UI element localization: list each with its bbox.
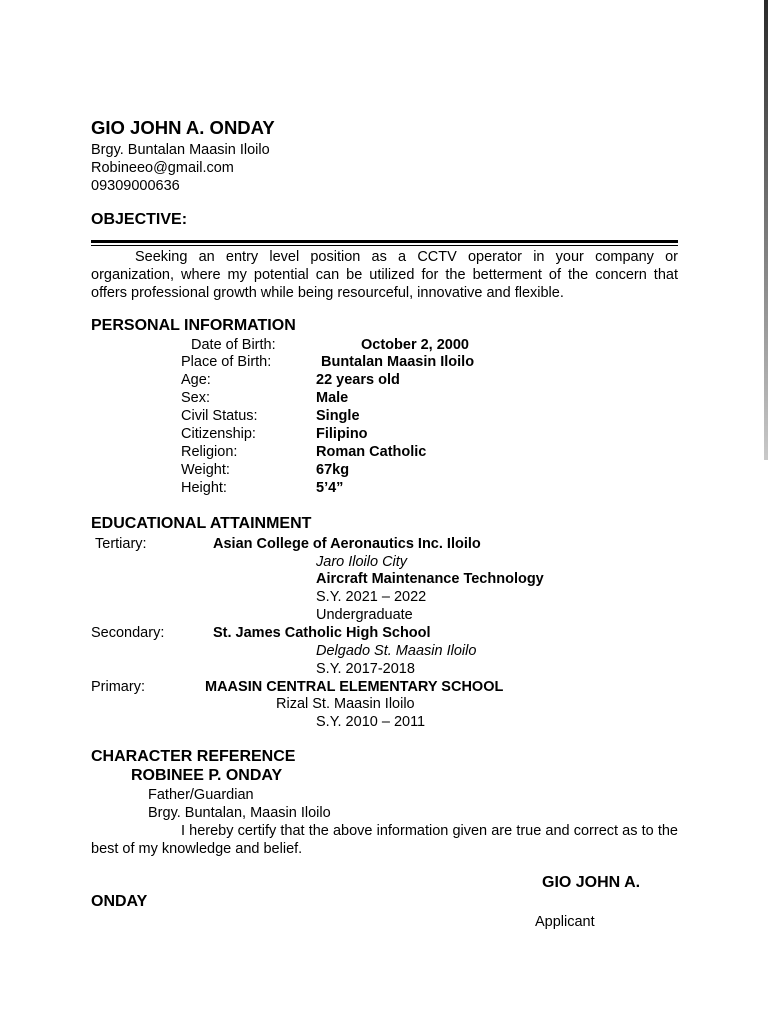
address-line: Brgy. Buntalan Maasin Iloilo — [91, 142, 270, 158]
value-age: 22 years old — [316, 372, 400, 388]
tertiary-course: Aircraft Maintenance Technology — [316, 571, 544, 587]
label-date-of-birth: Date of Birth: — [191, 337, 276, 353]
tertiary-school: Asian College of Aeronautics Inc. Iloilo — [213, 536, 481, 552]
label-place-of-birth: Place of Birth: — [181, 354, 272, 370]
value-place-of-birth: Buntalan Maasin Iloilo — [321, 354, 475, 370]
label-primary: Primary: — [91, 679, 145, 695]
phone-line: 09309000636 — [91, 178, 180, 194]
value-civil-status: Single — [316, 408, 360, 424]
secondary-school: St. James Catholic High School — [213, 625, 431, 641]
objective-heading: OBJECTIVE: — [91, 211, 188, 228]
value-weight: 67kg — [316, 462, 350, 478]
secondary-school-year: S.Y. 2017-2018 — [316, 661, 415, 677]
label-age: Age: — [181, 372, 211, 388]
value-date-of-birth: October 2, 2000 — [361, 337, 469, 353]
certification-text: I hereby certify that the above information given are true and correct as to the best of my knowledge and belief. — [91, 823, 678, 857]
signature-name-part2: ONDAY — [91, 893, 148, 910]
reference-heading: CHARACTER REFERENCE — [91, 748, 296, 765]
objective-text: Seeking an entry level position as a CCTV operator in your company or organization, where my potential can be utilized for the betterment of the concern that offers professional growth while being resourceful, innovative and flexible. — [91, 249, 678, 301]
label-citizenship: Citizenship: — [181, 426, 256, 442]
page-edge-shadow — [764, 0, 768, 460]
label-sex: Sex: — [181, 390, 211, 406]
tertiary-school-year: S.Y. 2021 – 2022 — [316, 589, 427, 605]
personal-info-heading: PERSONAL INFORMATION — [91, 317, 296, 334]
primary-location: Rizal St. Maasin Iloilo — [276, 696, 415, 712]
reference-relation: Father/Guardian — [148, 787, 254, 803]
applicant-name: GIO JOHN A. ONDAY — [91, 117, 275, 138]
label-weight: Weight: — [181, 462, 230, 478]
objective-rule-thin — [91, 245, 678, 246]
value-height: 5’4” — [316, 480, 344, 496]
label-secondary: Secondary: — [91, 625, 165, 641]
signature-name-part1: GIO JOHN A. — [542, 874, 641, 891]
value-citizenship: Filipino — [316, 426, 368, 442]
value-sex: Male — [316, 390, 349, 406]
label-religion: Religion: — [181, 444, 238, 460]
primary-school: MAASIN CENTRAL ELEMENTARY SCHOOL — [205, 679, 504, 695]
tertiary-status: Undergraduate — [316, 607, 413, 623]
label-height: Height: — [181, 480, 227, 496]
secondary-location: Delgado St. Maasin Iloilo — [316, 643, 477, 659]
objective-rule-thick — [91, 240, 678, 243]
label-tertiary: Tertiary: — [95, 536, 147, 552]
primary-school-year: S.Y. 2010 – 2011 — [316, 714, 426, 730]
label-civil-status: Civil Status: — [181, 408, 258, 424]
signature-role: Applicant — [535, 914, 595, 930]
reference-name: ROBINEE P. ONDAY — [131, 767, 283, 784]
email-line: Robineeo@gmail.com — [91, 160, 234, 176]
education-heading: EDUCATIONAL ATTAINMENT — [91, 515, 312, 532]
tertiary-location: Jaro Iloilo City — [316, 554, 408, 570]
reference-address: Brgy. Buntalan, Maasin Iloilo — [148, 805, 331, 821]
value-religion: Roman Catholic — [316, 444, 427, 460]
